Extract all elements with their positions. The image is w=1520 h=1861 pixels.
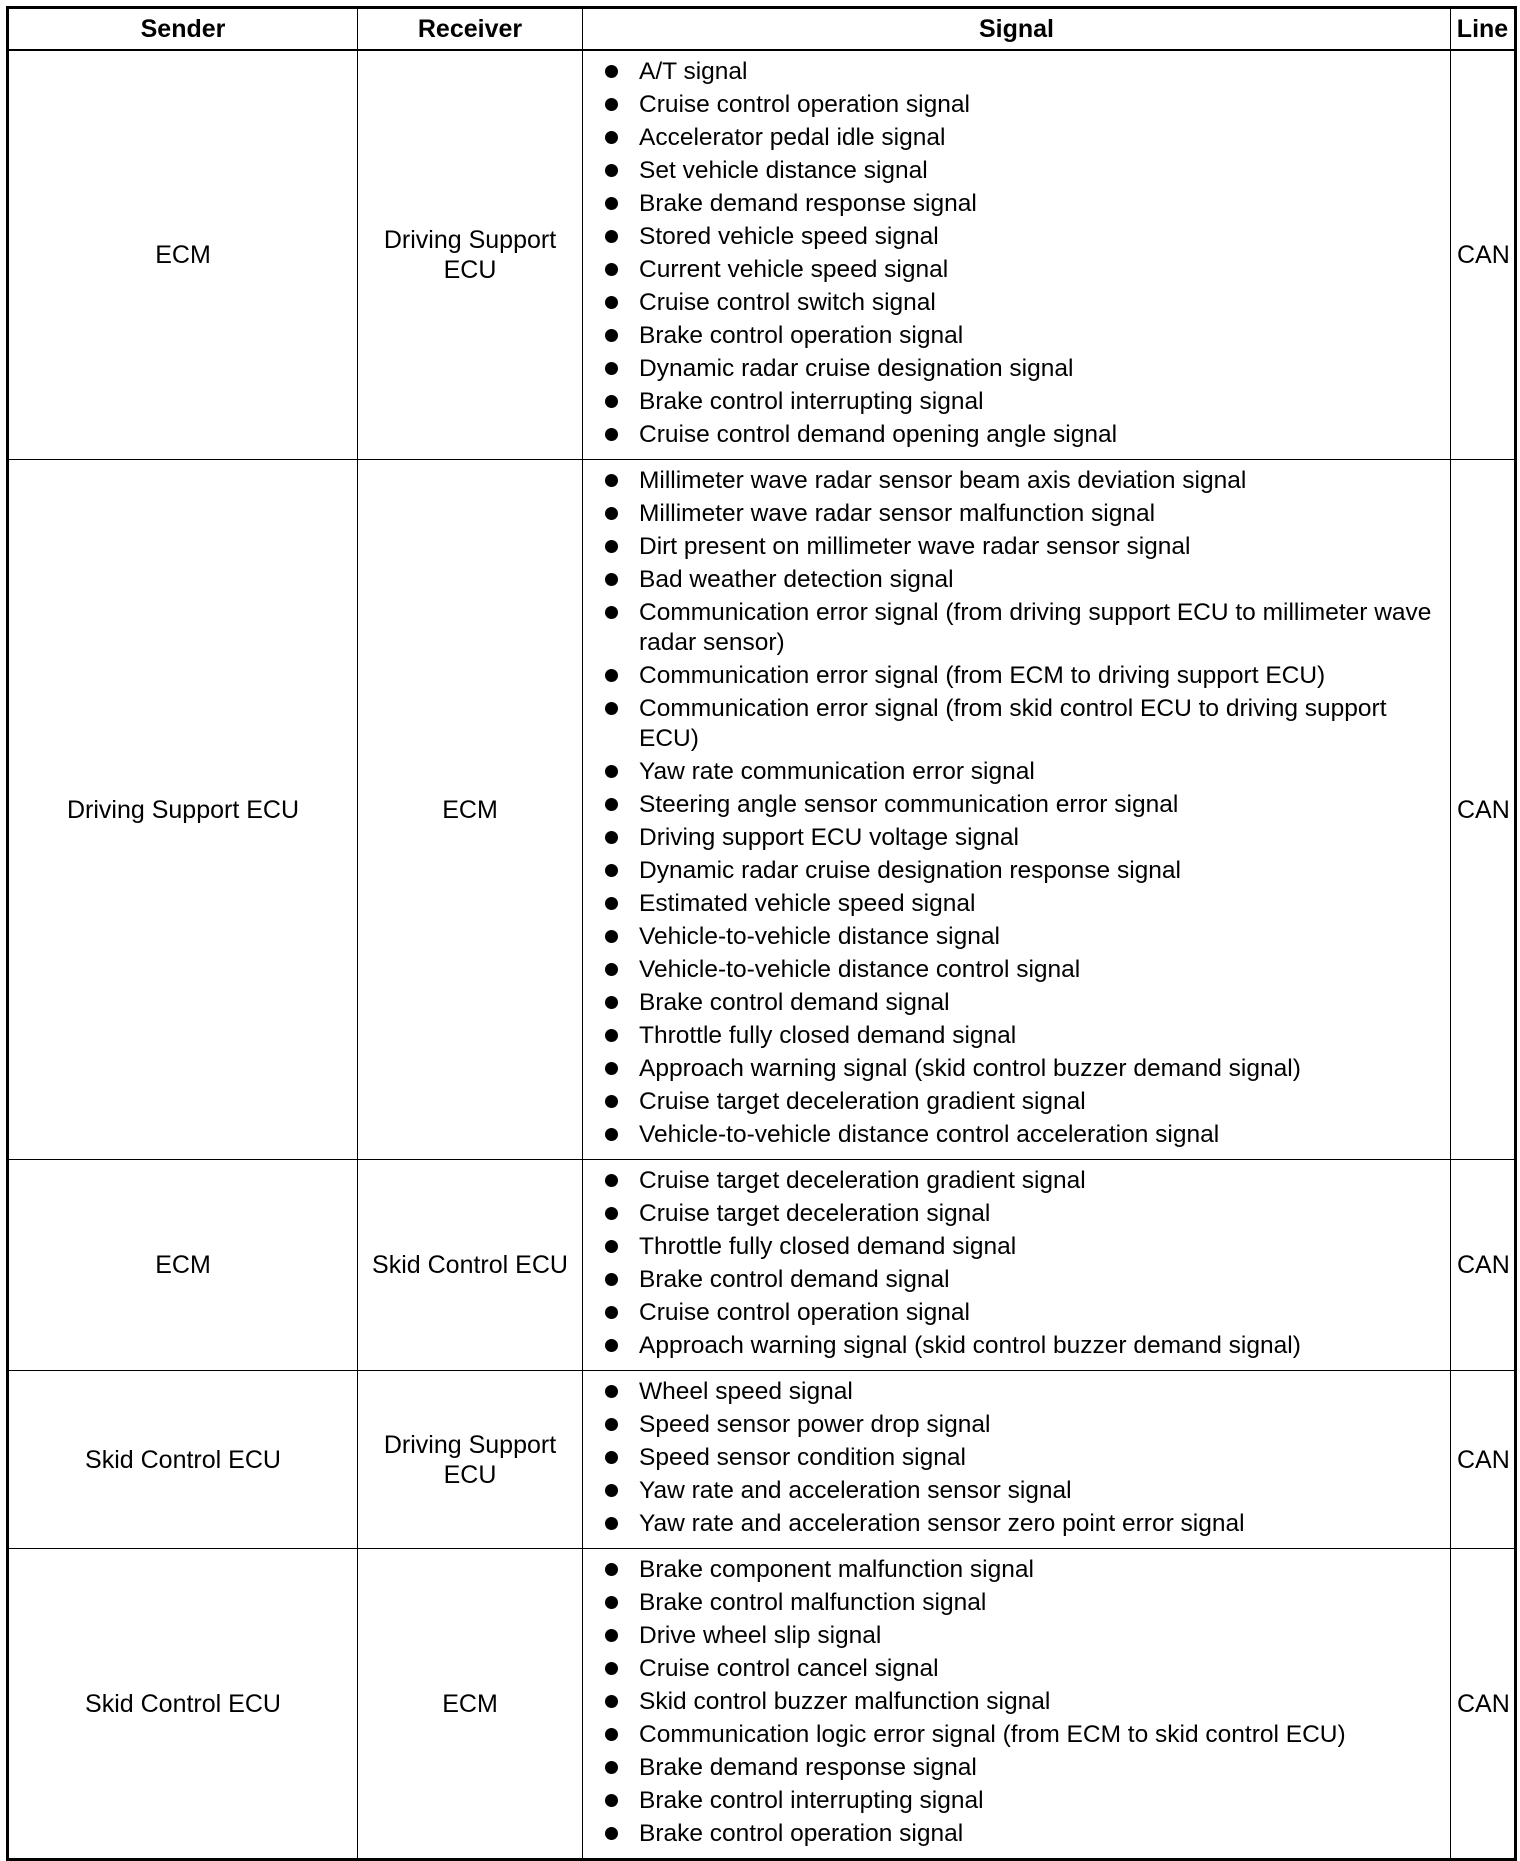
bullet-icon xyxy=(605,540,618,553)
signal-text: Driving support ECU voltage signal xyxy=(639,824,1019,851)
signal-text: Approach warning signal (skid control buzzer demand signal) xyxy=(639,1332,1301,1359)
signal-list-item xyxy=(605,1021,1442,1051)
line-cell: CAN xyxy=(1451,1549,1516,1860)
signal-list-item xyxy=(605,757,1442,787)
bullet-icon xyxy=(605,507,618,520)
signal-cell xyxy=(583,460,1451,1160)
signal-text: Yaw rate communication error signal xyxy=(639,758,1035,785)
bullet-icon xyxy=(605,296,618,309)
header-line: Line xyxy=(1451,8,1516,51)
signal-list-item xyxy=(605,420,1442,450)
signal-text: Brake control malfunction signal xyxy=(639,1589,987,1616)
signal-text: Accelerator pedal idle signal xyxy=(639,124,946,151)
signal-text: Skid control buzzer malfunction signal xyxy=(639,1688,1051,1715)
signal-text: Current vehicle speed signal xyxy=(639,256,949,283)
signal-list-item xyxy=(605,1377,1442,1407)
signal-list-item xyxy=(605,1166,1442,1196)
signal-text: Cruise control demand opening angle signal xyxy=(639,421,1118,448)
signal-text: Cruise control operation signal xyxy=(639,1299,970,1326)
bullet-icon xyxy=(605,1662,618,1675)
bullet-icon xyxy=(605,798,618,811)
signal-list-item xyxy=(605,922,1442,952)
table-row xyxy=(8,1549,1516,1860)
signal-list-item xyxy=(605,57,1442,87)
bullet-icon xyxy=(605,831,618,844)
bullet-icon xyxy=(605,164,618,177)
signal-list-item xyxy=(605,1588,1442,1618)
signal-text: Vehicle-to-vehicle distance control acceleration signal xyxy=(639,1121,1220,1148)
bullet-icon xyxy=(605,1306,618,1319)
receiver-cell: Driving Support ECU xyxy=(358,50,583,460)
signal-list-item xyxy=(605,694,1442,754)
receiver-cell: ECM xyxy=(358,1549,583,1860)
signal-list-item xyxy=(605,499,1442,529)
signal-text: Drive wheel slip signal xyxy=(639,1622,882,1649)
table-row xyxy=(8,1160,1516,1371)
signal-text: Set vehicle distance signal xyxy=(639,157,928,184)
signal-text: Estimated vehicle speed signal xyxy=(639,890,976,917)
signal-list-item xyxy=(605,532,1442,562)
sender-cell: ECM xyxy=(8,1160,358,1371)
signal-list-item xyxy=(605,1621,1442,1651)
signal-text: Speed sensor power drop signal xyxy=(639,1411,991,1438)
bullet-icon xyxy=(605,1629,618,1642)
line-cell: CAN xyxy=(1451,50,1516,460)
signal-list-item xyxy=(605,1555,1442,1585)
signal-list-item xyxy=(605,90,1442,120)
signal-list-item xyxy=(605,1476,1442,1506)
signal-list-item xyxy=(605,856,1442,886)
sender-cell: Skid Control ECU xyxy=(8,1549,358,1860)
signal-text: Steering angle sensor communication error signal xyxy=(639,791,1179,818)
signal-list-item xyxy=(605,661,1442,691)
bullet-icon xyxy=(605,1484,618,1497)
bullet-icon xyxy=(605,1794,618,1807)
signal-text: Cruise control cancel signal xyxy=(639,1655,939,1682)
signal-list-item xyxy=(605,1654,1442,1684)
signal-text: Yaw rate and acceleration sensor zero point error signal xyxy=(639,1510,1245,1537)
header-sender: Sender xyxy=(8,8,358,51)
signal-cell xyxy=(583,1371,1451,1549)
signal-text: Communication error signal (from ECM to driving support ECU) xyxy=(639,662,1326,689)
signal-text: Communication error signal (from skid control ECU to driving support ECU) xyxy=(639,695,1387,752)
signal-text: Cruise target deceleration gradient signal xyxy=(639,1167,1086,1194)
signal-text: Dirt present on millimeter wave radar sensor signal xyxy=(639,533,1191,560)
signal-cell xyxy=(583,50,1451,460)
signal-list-item xyxy=(605,354,1442,384)
signal-list-item xyxy=(605,123,1442,153)
signal-list-item xyxy=(605,1786,1442,1816)
signal-list-item xyxy=(605,288,1442,318)
bullet-icon xyxy=(605,1339,618,1352)
signal-list-item xyxy=(605,988,1442,1018)
signal-text: Throttle fully closed demand signal xyxy=(639,1022,1017,1049)
receiver-cell: Skid Control ECU xyxy=(358,1160,583,1371)
bullet-icon xyxy=(605,362,618,375)
signal-list-item xyxy=(605,1819,1442,1849)
bullet-icon xyxy=(605,395,618,408)
signal-text: Speed sensor condition signal xyxy=(639,1444,966,1471)
signal-text: A/T signal xyxy=(639,58,748,85)
sender-cell: Skid Control ECU xyxy=(8,1371,358,1549)
receiver-cell: Driving Support ECU xyxy=(358,1371,583,1549)
table-row xyxy=(8,460,1516,1160)
line-cell: CAN xyxy=(1451,460,1516,1160)
signal-list-item xyxy=(605,1232,1442,1262)
signal-list xyxy=(605,1555,1442,1849)
signal-text: Brake component malfunction signal xyxy=(639,1556,1034,1583)
bullet-icon xyxy=(605,1418,618,1431)
sender-cell: ECM xyxy=(8,50,358,460)
bullet-icon xyxy=(605,1517,618,1530)
bullet-icon xyxy=(605,1695,618,1708)
bullet-icon xyxy=(605,1174,618,1187)
bullet-icon xyxy=(605,1827,618,1840)
bullet-icon xyxy=(605,1451,618,1464)
signal-list-item xyxy=(605,1509,1442,1539)
signal-list-item xyxy=(605,1054,1442,1084)
bullet-icon xyxy=(605,897,618,910)
signal-list-item xyxy=(605,955,1442,985)
bullet-icon xyxy=(605,474,618,487)
signal-list-item xyxy=(605,565,1442,595)
bullet-icon xyxy=(605,1273,618,1286)
bullet-icon xyxy=(605,1207,618,1220)
receiver-cell: ECM xyxy=(358,460,583,1160)
bullet-icon xyxy=(605,131,618,144)
signal-list-item xyxy=(605,1199,1442,1229)
bullet-icon xyxy=(605,197,618,210)
bullet-icon xyxy=(605,230,618,243)
signal-list xyxy=(605,466,1442,1150)
signal-text: Stored vehicle speed signal xyxy=(639,223,939,250)
bullet-icon xyxy=(605,765,618,778)
line-cell: CAN xyxy=(1451,1160,1516,1371)
signal-list-item xyxy=(605,466,1442,496)
bullet-icon xyxy=(605,573,618,586)
signal-list-item xyxy=(605,1087,1442,1117)
signal-text: Cruise target deceleration gradient signal xyxy=(639,1088,1086,1115)
signal-text: Millimeter wave radar sensor beam axis deviation signal xyxy=(639,467,1247,494)
signal-text: Wheel speed signal xyxy=(639,1378,853,1405)
signal-text: Vehicle-to-vehicle distance control signal xyxy=(639,956,1081,983)
signal-list-item xyxy=(605,1265,1442,1295)
signal-text: Cruise control operation signal xyxy=(639,91,970,118)
signal-text: Brake control operation signal xyxy=(639,322,964,349)
signal-list-item xyxy=(605,387,1442,417)
signal-text: Communication error signal (from driving support ECU to millimeter wave radar sensor) xyxy=(639,599,1432,656)
signal-table xyxy=(6,6,1517,1861)
bullet-icon xyxy=(605,864,618,877)
signal-list-item xyxy=(605,1298,1442,1328)
bullet-icon xyxy=(605,1563,618,1576)
bullet-icon xyxy=(605,329,618,342)
signal-text: Brake demand response signal xyxy=(639,1754,977,1781)
bullet-icon xyxy=(605,930,618,943)
header-signal: Signal xyxy=(583,8,1451,51)
bullet-icon xyxy=(605,669,618,682)
signal-text: Dynamic radar cruise designation signal xyxy=(639,355,1074,382)
signal-text: Brake control interrupting signal xyxy=(639,388,984,415)
signal-list-item xyxy=(605,1720,1442,1750)
signal-text: Bad weather detection signal xyxy=(639,566,954,593)
bullet-icon xyxy=(605,1761,618,1774)
bullet-icon xyxy=(605,1385,618,1398)
signal-text: Brake control demand signal xyxy=(639,1266,950,1293)
signal-cell xyxy=(583,1549,1451,1860)
signal-list-item xyxy=(605,1443,1442,1473)
signal-list-item xyxy=(605,156,1442,186)
bullet-icon xyxy=(605,1128,618,1141)
line-cell: CAN xyxy=(1451,1371,1516,1549)
signal-list-item xyxy=(605,889,1442,919)
signal-text: Throttle fully closed demand signal xyxy=(639,1233,1017,1260)
signal-list-item xyxy=(605,1410,1442,1440)
bullet-icon xyxy=(605,65,618,78)
signal-list-item xyxy=(605,1120,1442,1150)
signal-list-item xyxy=(605,321,1442,351)
signal-list-item xyxy=(605,222,1442,252)
signal-list-item xyxy=(605,1687,1442,1717)
signal-list-item xyxy=(605,598,1442,658)
signal-cell xyxy=(583,1160,1451,1371)
header-receiver: Receiver xyxy=(358,8,583,51)
header-row xyxy=(8,8,1516,51)
signal-list-item xyxy=(605,1331,1442,1361)
bullet-icon xyxy=(605,1029,618,1042)
signal-list-item xyxy=(605,823,1442,853)
bullet-icon xyxy=(605,606,618,619)
signal-text: Approach warning signal (skid control buzzer demand signal) xyxy=(639,1055,1301,1082)
table-row xyxy=(8,1371,1516,1549)
signal-list xyxy=(605,57,1442,450)
signal-text: Brake control operation signal xyxy=(639,1820,964,1847)
bullet-icon xyxy=(605,996,618,1009)
bullet-icon xyxy=(605,1596,618,1609)
signal-text: Brake demand response signal xyxy=(639,190,977,217)
bullet-icon xyxy=(605,1728,618,1741)
signal-text: Yaw rate and acceleration sensor signal xyxy=(639,1477,1072,1504)
signal-text: Cruise target deceleration signal xyxy=(639,1200,991,1227)
signal-text: Brake control demand signal xyxy=(639,989,950,1016)
bullet-icon xyxy=(605,1062,618,1075)
bullet-icon xyxy=(605,263,618,276)
table-row xyxy=(8,50,1516,460)
signal-list-item xyxy=(605,1753,1442,1783)
signal-text: Brake control interrupting signal xyxy=(639,1787,984,1814)
table-body xyxy=(8,50,1516,1860)
signal-text: Cruise control switch signal xyxy=(639,289,936,316)
signal-text: Millimeter wave radar sensor malfunction signal xyxy=(639,500,1156,527)
signal-list xyxy=(605,1166,1442,1361)
signal-table-container xyxy=(6,6,1514,1861)
bullet-icon xyxy=(605,1240,618,1253)
signal-text: Communication logic error signal (from ECM to skid control ECU) xyxy=(639,1721,1346,1748)
bullet-icon xyxy=(605,428,618,441)
signal-list xyxy=(605,1377,1442,1539)
signal-text: Dynamic radar cruise designation response signal xyxy=(639,857,1182,884)
signal-list-item xyxy=(605,255,1442,285)
bullet-icon xyxy=(605,702,618,715)
signal-list-item xyxy=(605,790,1442,820)
bullet-icon xyxy=(605,963,618,976)
bullet-icon xyxy=(605,98,618,111)
sender-cell: Driving Support ECU xyxy=(8,460,358,1160)
signal-text: Vehicle-to-vehicle distance signal xyxy=(639,923,1000,950)
bullet-icon xyxy=(605,1095,618,1108)
signal-list-item xyxy=(605,189,1442,219)
